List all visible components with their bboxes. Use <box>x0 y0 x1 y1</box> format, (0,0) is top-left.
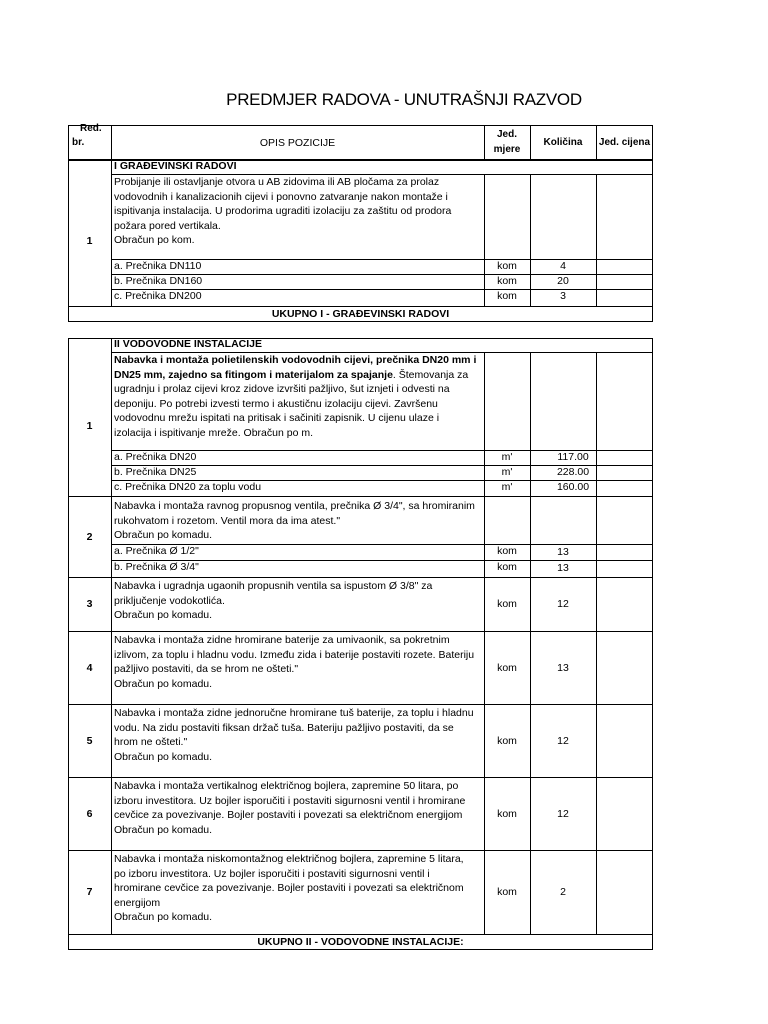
s2-item3-num: 3 <box>86 598 93 610</box>
s1-row-a-qty: 4 <box>560 260 566 272</box>
s2-item4-num: 4 <box>86 662 93 674</box>
s1-item1-desc: Probijanje ili ostavljanje otvora u AB zidovima ili AB pločama za prolaz vodovodnih i kanalizacionih cijevi i ponovno zatvaranje nakon montaže i ispitivanja instalacija. U prodorima ugraditi izolaciju za zaštitu od prodora požara pored vertikala. Obračun po kom. <box>114 176 452 246</box>
s2-item3-qty: 12 <box>557 598 569 610</box>
header-redbr-1: Red. <box>80 123 102 134</box>
s2-item2-num: 2 <box>86 531 93 543</box>
s1-item1-num: 1 <box>86 235 93 247</box>
section1-total: UKUPNO I - GRAĐEVINSKI RADOVI <box>271 308 450 320</box>
header-cijena: Jed. cijena <box>598 137 651 148</box>
s2-item5-num: 5 <box>86 735 93 747</box>
s1-row-c-unit: kom <box>497 290 517 302</box>
s2-item3-unit: kom <box>497 598 517 610</box>
header-jed-2: mjere <box>493 144 521 155</box>
s2-item6-num: 6 <box>86 808 93 820</box>
s1-row-c-qty: 3 <box>560 290 566 302</box>
s2-i1-row-c-qty: 160.00 <box>556 481 590 493</box>
s2-item6-desc: Nabavka i montaža vertikalnog električnog bojlera, zapremine 50 litara, po izboru investitora. Uz bojler isporučiti i postaviti sigurnosni ventil i hromirane cevčice za povezivanje. Bojler postaviti i povezati sa električnom energijom Obračun po komadu. <box>114 780 466 836</box>
s2-i1-row-b-label: b. Prečnika DN25 <box>114 466 197 478</box>
s2-item7-desc: Nabavka i montaža niskomontažnog električnog bojlera, zapremine 5 litara, po izboru investitora. Uz bojler isporučiti i postaviti sigurnosni ventil i hromirane cevčice za povezivanje. Bojler postaviti i povezati sa električnom energijom Obračun po komadu. <box>114 853 464 923</box>
page-title: PREDMJER RADOVA - UNUTRAŠNJI RAZVOD <box>226 90 582 109</box>
s2-item6-unit: kom <box>497 808 517 820</box>
s1-row-a-label: a. Prečnika DN110 <box>114 260 202 272</box>
s1-row-b-unit: kom <box>497 275 517 287</box>
s2-i1-row-c-unit: m' <box>501 481 513 493</box>
s2-item1-desc: Nabavka i montaža polietilenskih vodovodnih cijevi, prečnika DN20 mm i DN25 mm, zajedno sa fitingom i materijalom za spajanje. Štemovanja za ugradnju i prolaz cijevi kroz zidove izvršiti pažljivo, šut iznjeti i odvesti na deponiju. Po potrebi izvesti termo i akustičnu izolaciju cijevi. Završenu vodovodnu mrežu ispitati na pritisak i sačiniti zapisnik. U cijenu ulaze i izolacija i ispitivanje mreže. Obračun po m. <box>114 354 477 439</box>
s2-i2-row-b-label: b. Prečnika Ø 3/4" <box>114 561 199 573</box>
s2-i2-row-b-qty: 13 <box>557 562 569 574</box>
s1-row-b-qty: 20 <box>557 275 569 287</box>
s2-i1-row-b-unit: m' <box>501 466 513 478</box>
s2-i1-row-a-unit: m' <box>501 451 513 463</box>
s2-item7-unit: kom <box>497 886 517 898</box>
s2-i1-row-a-qty: 117.00 <box>557 451 589 463</box>
s2-i2-row-a-unit: kom <box>497 545 517 557</box>
s2-item4-qty: 13 <box>557 662 569 674</box>
s2-item6-qty: 12 <box>557 808 569 820</box>
s2-item5-unit: kom <box>497 735 517 747</box>
s1-row-c-label: c. Prečnika DN200 <box>114 290 202 302</box>
s1-row-b-label: b. Prečnika DN160 <box>114 275 203 287</box>
header-opis: OPIS POZICIJE <box>259 137 336 149</box>
s2-item2-desc: Nabavka i montaža ravnog propusnog ventila, prečnika Ø 3/4", sa hromiranim rukohvatom i rozetom. Ventil mora da ima atest." Obračun po komadu. <box>114 500 475 541</box>
s2-i2-row-b-unit: kom <box>497 561 517 573</box>
s2-i1-row-c-label: c. Prečnika DN20 za toplu vodu <box>114 481 262 493</box>
s2-i2-row-a-qty: 13 <box>557 546 569 558</box>
s2-i1-row-a-label: a. Prečnika DN20 <box>114 451 197 463</box>
section2-total: UKUPNO II - VODOVODNE INSTALACIJE: <box>257 936 464 948</box>
s2-item3-desc: Nabavka i ugradnja ugaonih propusnih ventila sa ispustom Ø 3/8" za priključenje vodokotlića. Obračun po komadu. <box>114 580 433 621</box>
s1-row-a-unit: kom <box>497 260 517 272</box>
header-jed-1: Jed. <box>496 129 517 140</box>
s2-item4-desc: Nabavka i montaža zidne hromirane baterije za umivaonik, sa pokretnim izlivom, za toplu i hladnu vodu. Između zida i baterije postaviti rozete. Bateriju pažljivo postaviti, da se hrom ne ošteti." Obračun po komadu. <box>114 634 475 690</box>
s2-item7-num: 7 <box>86 886 93 898</box>
s2-item7-qty: 2 <box>560 886 566 898</box>
s2-item5-qty: 12 <box>557 735 569 747</box>
s2-item1-num: 1 <box>86 420 93 432</box>
s2-item5-desc: Nabavka i montaža zidne jednoručne hromirane tuš baterije, za toplu i hladnu vodu. Na zidu postaviti fiksan držač tuša. Bateriju pažljivo postaviti, da se hrom ne ošteti." Obračun po komadu. <box>114 707 474 763</box>
header-kolicina: Količina <box>543 137 583 148</box>
s2-item4-unit: kom <box>497 662 517 674</box>
section1-title: I GRAĐEVINSKI RADOVI <box>114 160 237 172</box>
header-redbr-2: br. <box>72 137 85 148</box>
s2-i1-row-b-qty: 228.00 <box>556 466 590 478</box>
section2-title: II VODOVODNE INSTALACIJE <box>114 338 262 350</box>
s2-i2-row-a-label: a. Prečnika Ø 1/2" <box>114 545 199 557</box>
